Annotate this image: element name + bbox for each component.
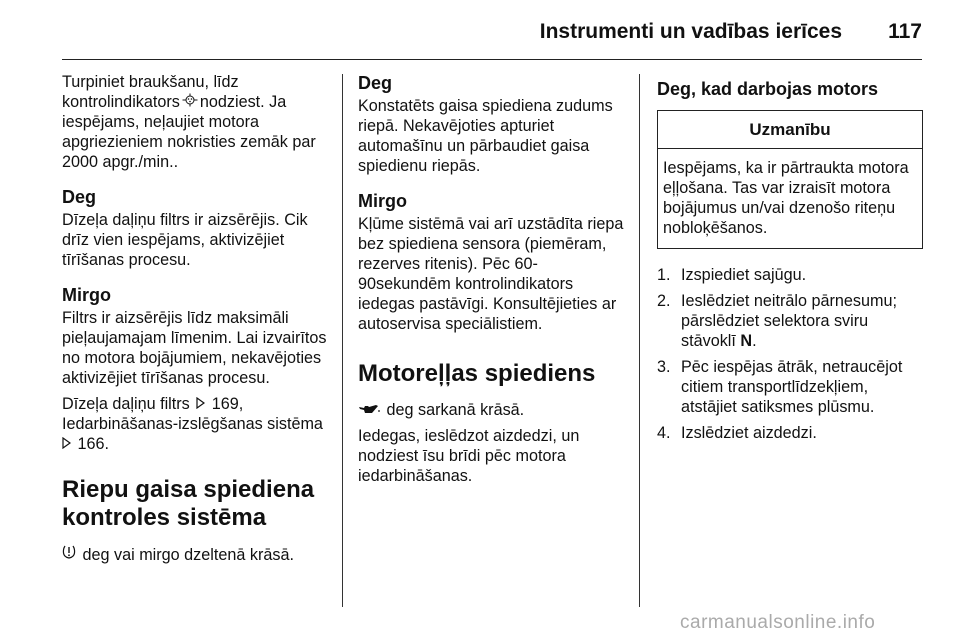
list-item: 2. Ieslēdziet neitrālo pārnesumu; pārslēdziet selektora sviru stāvoklī N. bbox=[657, 292, 897, 350]
list-item: 3. Pēc iespējas ātrāk, netraucējot citiem transportlīdzekļiem, atstājiet satiksmes plūsmu. bbox=[657, 358, 903, 416]
subheading: Mirgo bbox=[358, 191, 407, 211]
paragraph: Filtrs ir aizsērējis līdz maksimāli pieļaujamajam līmenim. Lai izvairītos no motora bojājumiem, nekavējoties aktivizējiet tīrīšanas procesu. bbox=[62, 309, 327, 387]
header-rule bbox=[62, 59, 922, 60]
paragraph: Kļūme sistēmā vai arī uzstādīta riepa bez spiediena sensora (piemēram, rezerves ritenis). Pēc 60-90sekundēm kontrolindikators iedegas pastāvīgi. Konsultējieties ar autoservisa speciālistiem. bbox=[358, 215, 624, 333]
oil-can-icon bbox=[358, 403, 380, 415]
warning-text: Iespējams, ka ir pārtraukta motora eļļošana. Tas var izraisīt motora bojājumus un/vai dzenošo riteņu nobloķēšanos. bbox=[663, 159, 909, 237]
subheading: Deg, kad darbojas motors bbox=[657, 79, 879, 99]
page-reference-arrow-icon bbox=[62, 437, 71, 449]
paragraph: deg vai mirgo dzeltenā krāsā. bbox=[62, 544, 332, 565]
watermark: carmanualsonline.info bbox=[680, 612, 876, 633]
section-title: Riepu gaisa spiediena kontroles sistēma bbox=[62, 476, 315, 531]
paragraph: Turpiniet braukšanu, līdz kontrolindikators nodziest. Ja iespējams, neļaujiet motora apgriezieniem nokristies zemāk par 2000 apgr./min.. bbox=[62, 73, 316, 171]
subheading: Mirgo bbox=[62, 285, 111, 305]
list-item: 1. Izspiediet sajūgu. bbox=[657, 266, 807, 284]
column-left bbox=[62, 72, 332, 579]
column-divider bbox=[342, 74, 343, 607]
warning-box bbox=[657, 110, 923, 249]
column-divider bbox=[639, 74, 640, 607]
paragraph: Iedegas, ieslēdzot aizdedzi, un nodziest īsu brīdi pēc motora iedarbināšanas. bbox=[358, 427, 580, 485]
paragraph: Konstatēts gaisa spiediena zudums riepā. Nekavējoties apturiet automašīnu un pārbaudiet gaisa spiedienu riepās. bbox=[358, 97, 613, 175]
page-reference-arrow-icon bbox=[196, 397, 205, 409]
subheading: Deg bbox=[358, 73, 393, 93]
section-title: Motoreļļas spiediens bbox=[358, 360, 596, 387]
page-number: 117 bbox=[888, 20, 922, 43]
diesel-particulate-filter-icon bbox=[182, 93, 198, 107]
paragraph: deg sarkanā krāsā. bbox=[358, 400, 626, 420]
warning-title: Uzmanību bbox=[658, 111, 922, 149]
column-middle bbox=[358, 72, 626, 500]
header-title: Instrumenti un vadības ierīces bbox=[539, 20, 842, 43]
paragraph: Dīzeļa daļiņu filtrs ir aizsērējis. Cik drīz vien iespējams, aktivizējiet tīrīšanas procesu. bbox=[62, 211, 308, 269]
cross-reference: Dīzeļa daļiņu filtrs 169, Iedarbināšanas-izslēgšanas sistēma 166. bbox=[62, 395, 323, 453]
steps-list bbox=[657, 265, 923, 443]
list-item: 4. Izslēdziet aizdedzi. bbox=[657, 424, 817, 442]
column-right bbox=[657, 72, 923, 449]
tire-pressure-warning-icon bbox=[62, 544, 76, 560]
subheading: Deg bbox=[62, 187, 97, 207]
